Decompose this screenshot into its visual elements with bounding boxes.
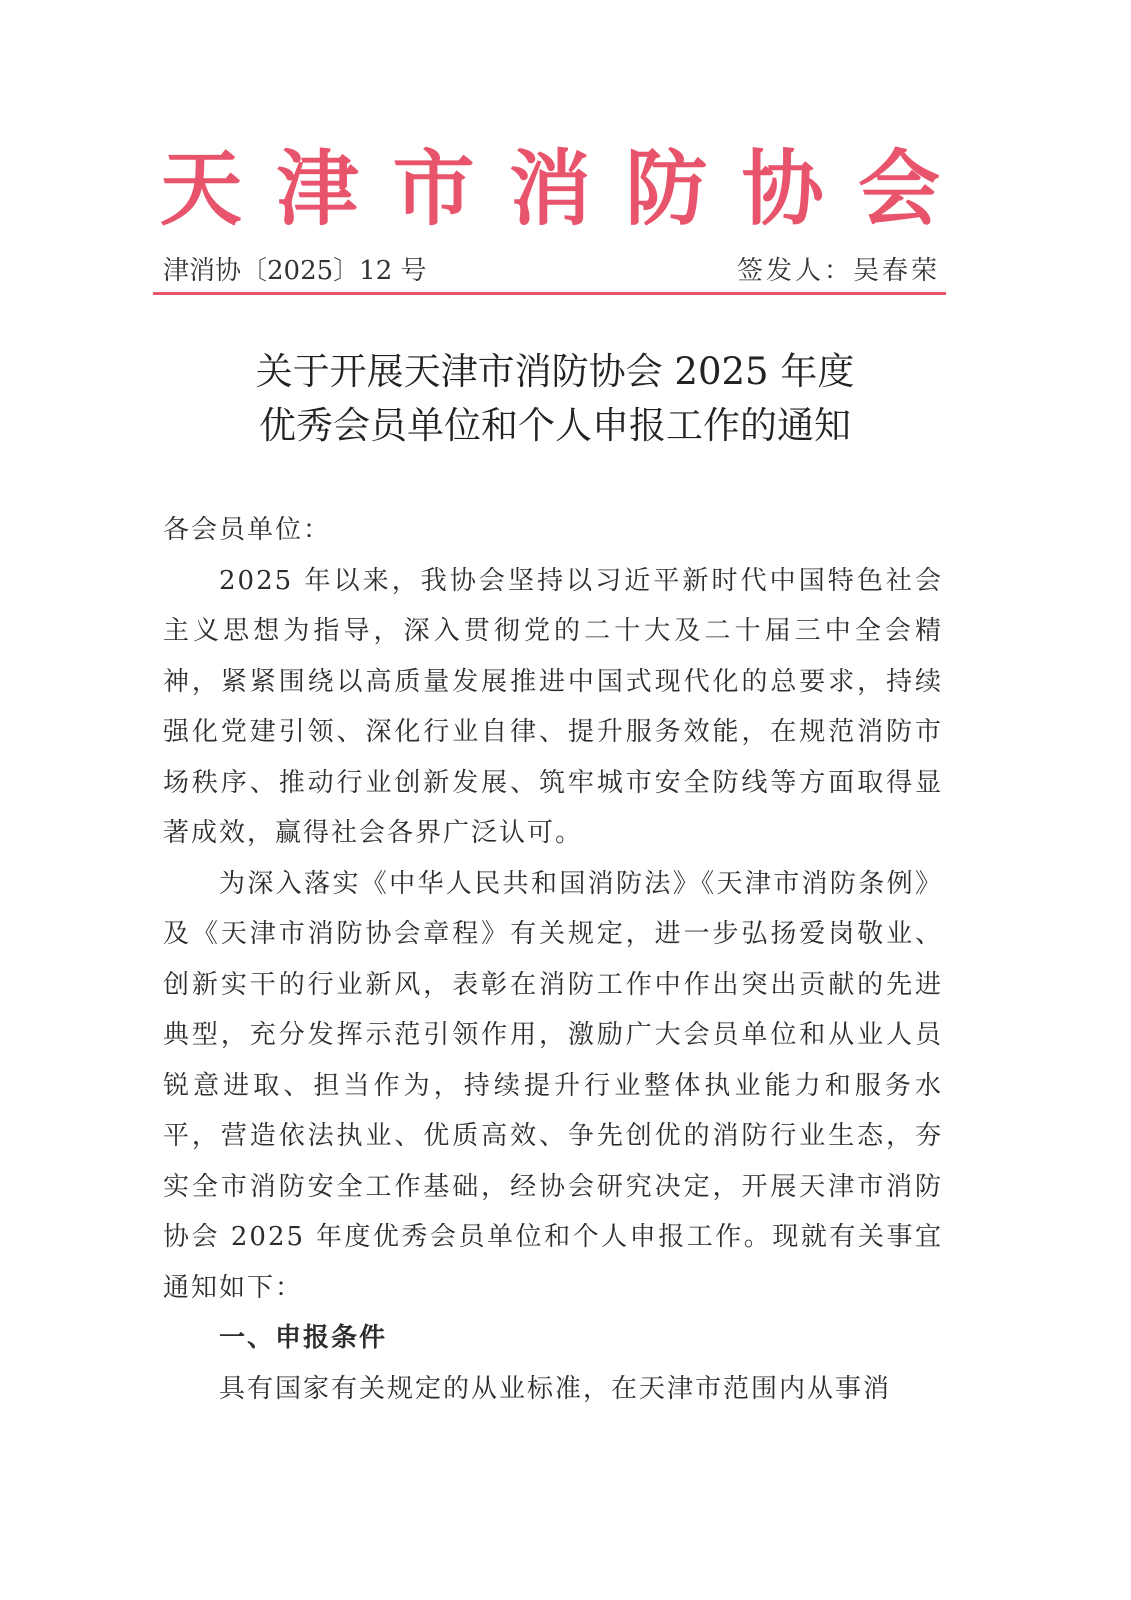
org-letterhead-title: [160, 140, 940, 240]
notice-body: [163, 505, 943, 1414]
org-title-char: 防: [625, 142, 708, 237]
org-title-char: 消: [508, 142, 591, 237]
notice-title: [160, 345, 950, 453]
notice-title-line1: 关于开展天津市消防协会 2025 年度: [255, 350, 855, 393]
red-divider-line: [153, 292, 946, 295]
salutation: 各会员单位：: [163, 515, 332, 545]
paragraph-conditions: 具有国家有关规定的从业标准，在天津市范围内从事消: [219, 1373, 892, 1404]
org-title-char: 会: [857, 142, 940, 237]
section-heading: 一、申报条件: [219, 1323, 388, 1353]
document-meta-row: [163, 250, 940, 286]
signer: 签发人：吴春荣: [736, 255, 940, 286]
document-number: 津消协〔2025〕12 号: [163, 255, 427, 286]
org-title-char: 津: [276, 142, 359, 237]
paragraph-purpose: 为深入落实《中华人民共和国消防法》《天津市消防条例》及《天津市消防协会章程》有关规定，进一步弘扬爱岗敬业、创新实干的行业新风，表彰在消防工作中作出突出贡献的先进典型，充分发挥示范引领作用，激励广大会员单位和从业人员锐意进取、担当作为，持续提升行业整体执业能力和服务水平，营造依法执业、优质高效、争先创优的消防行业生态，夯实全市消防安全工作基础，经协会研究决定，开展天津市消防协会 2025 年度优秀会员单位和个人申报工作。现就有关事宜通知如下：: [163, 868, 943, 1303]
org-title-char: 协: [741, 142, 824, 237]
org-title-char: 天: [160, 142, 243, 237]
paragraph-intro: 2025 年以来，我协会坚持以习近平新时代中国特色社会主义思想为指导，深入贯彻党的二十大及二十届三中全会精神，紧紧围绕以高质量发展推进中国式现代化的总要求，持续强化党建引领、深化行业自律、提升服务效能，在规范消防市场秩序、推动行业创新发展、筑牢城市安全防线等方面取得显著成效，赢得社会各界广泛认可。: [163, 565, 943, 848]
notice-title-line2: 优秀会员单位和个人申报工作的通知: [259, 404, 851, 447]
org-title-char: 市: [392, 142, 475, 237]
